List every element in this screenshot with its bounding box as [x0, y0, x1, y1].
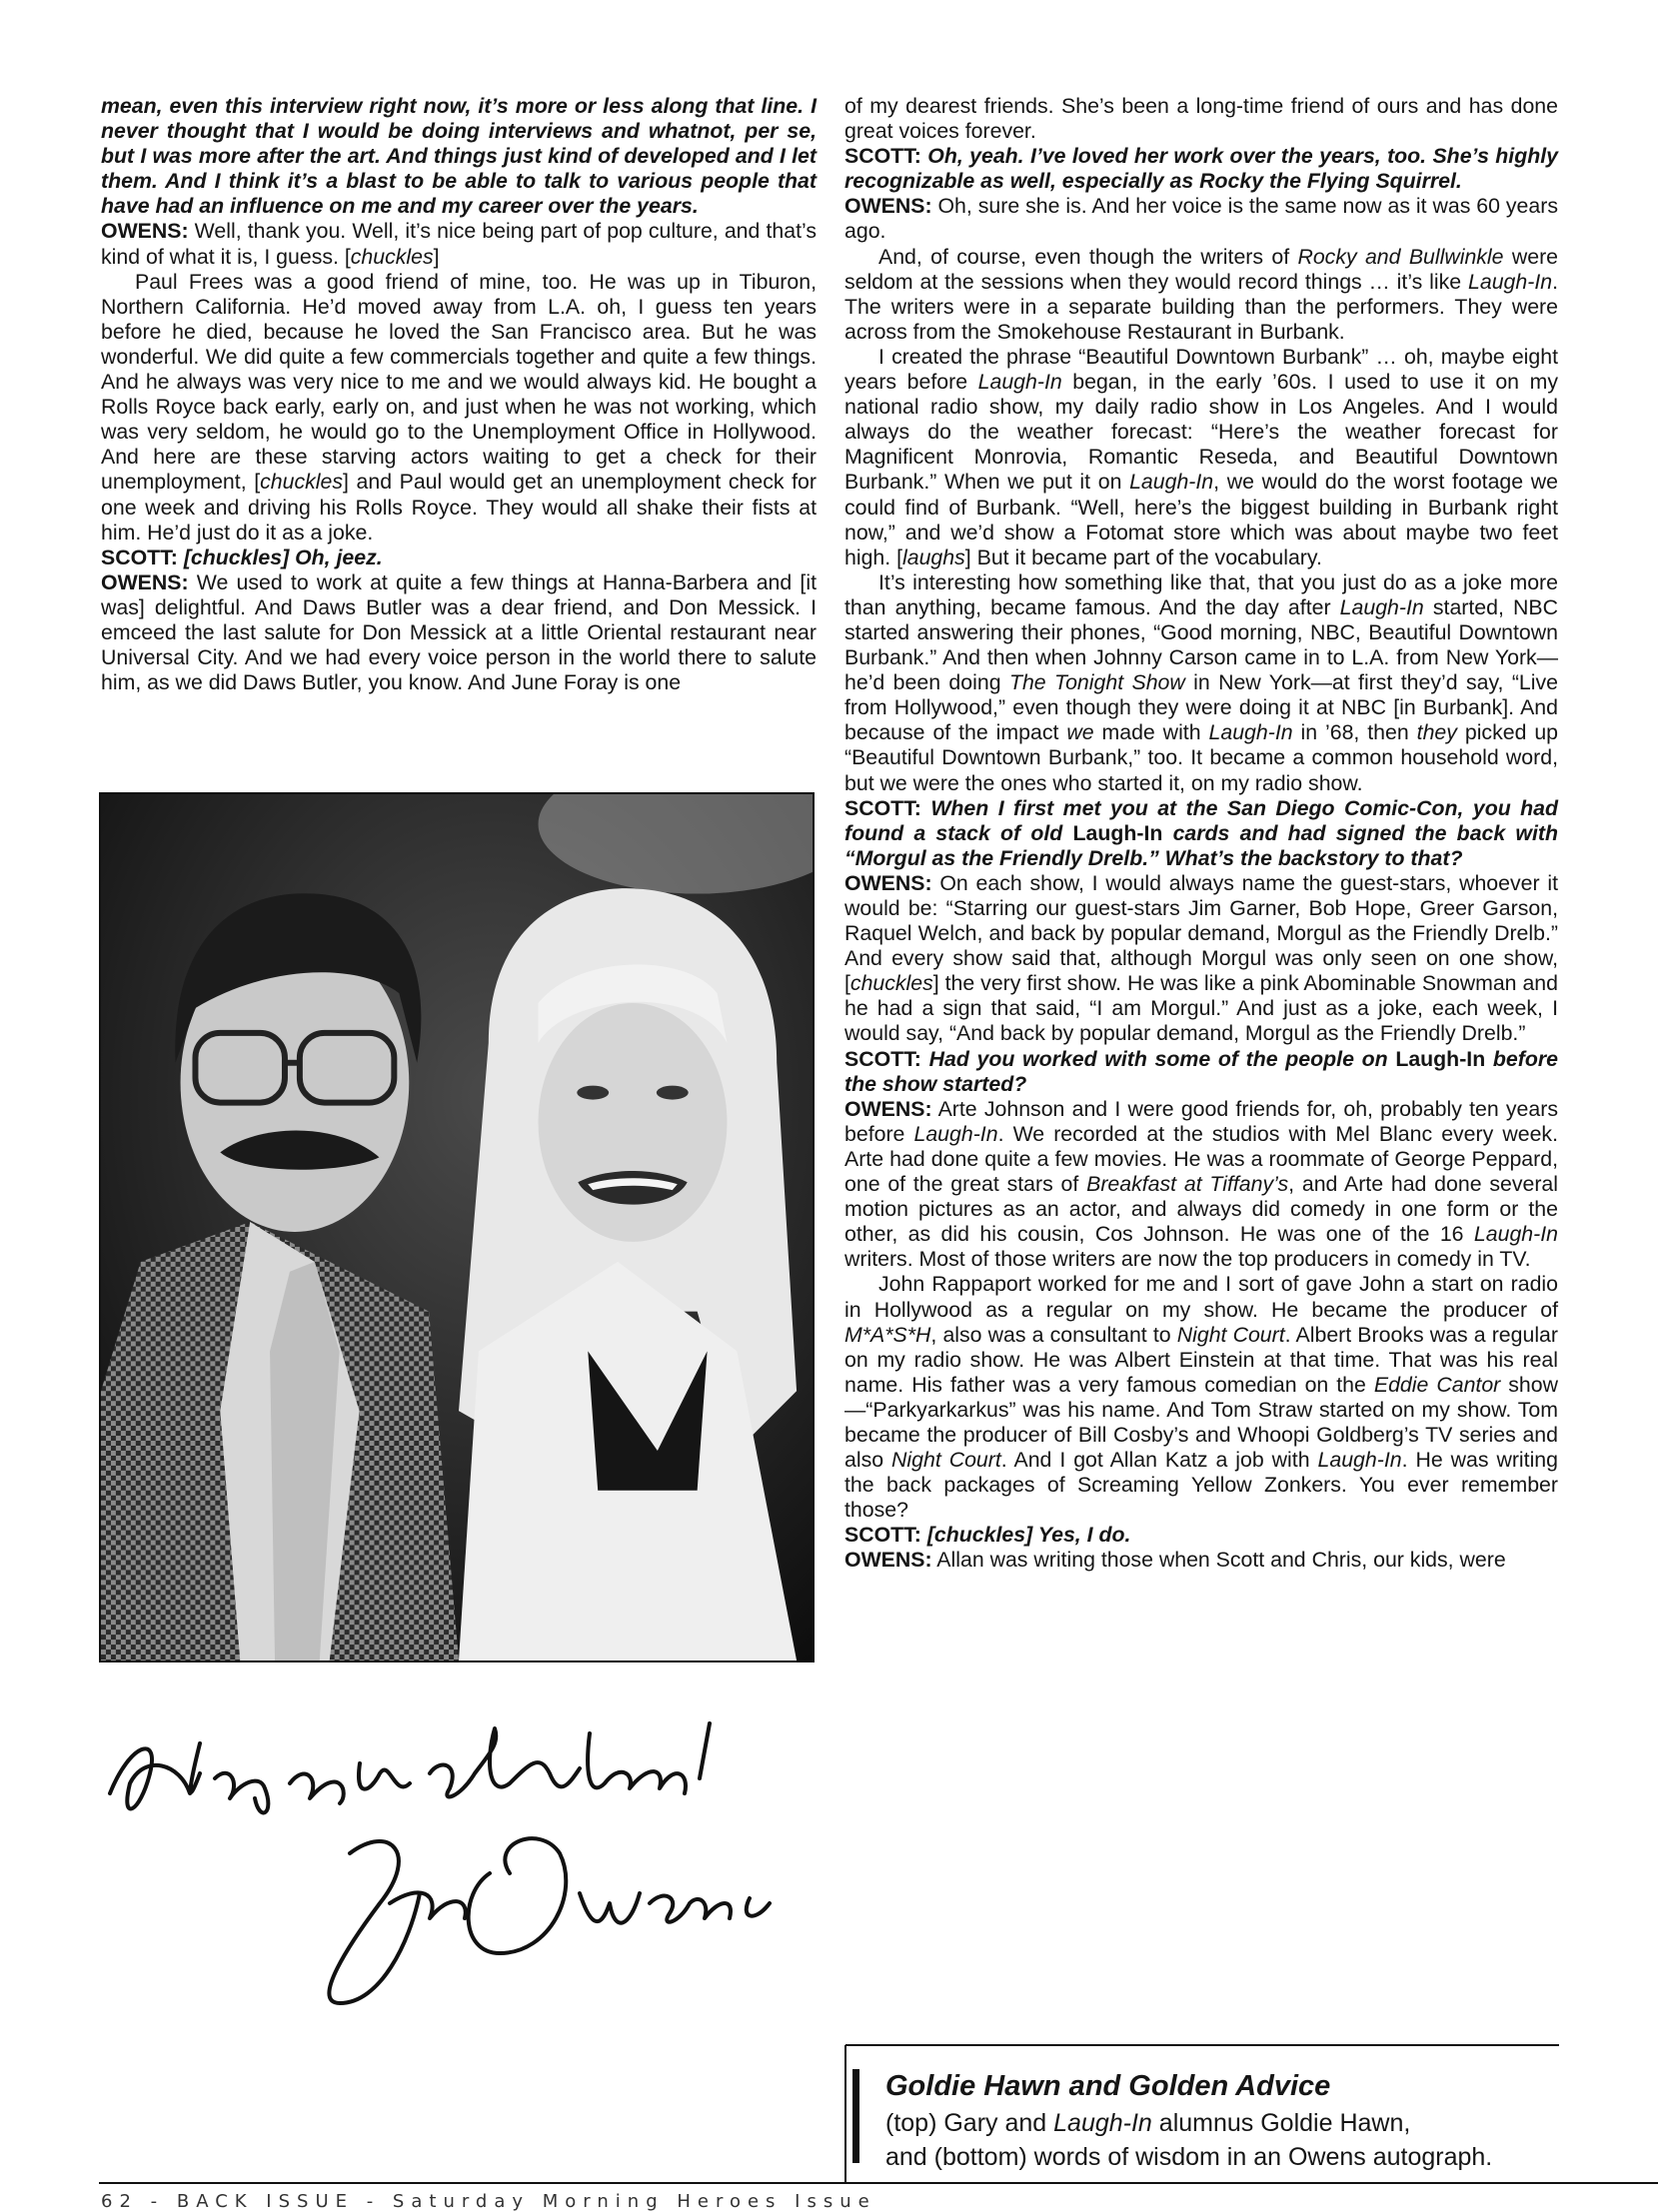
speaker-label: OWENS:: [101, 569, 189, 594]
speaker-label: SCOTT:: [844, 1046, 921, 1071]
photo-illustration: [101, 794, 813, 1660]
left-column: [101, 94, 817, 695]
answer-paragraph: John Rappaport worked for me and I sort of gave John a start on radio in Hollywood as a regular on my show. He became the producer of M*A*S*H, also was a consultant to Night Court. Albert Brooks was a regular on my radio show. He was Albert Einstein at that time. That was his real name. His father was a very famous comedian on the Eddie Cantor show—“Parkyarkarkus” was his name. And Tom Straw started on my show. Tom became the producer of Bill Cosby’s and Whoopi Goldberg’s TV series and also Night Court. And I got Allan Katz a job with Laugh-In. He was writing the back packages of Screaming Yellow Zonkers. You ever remember those?: [844, 1272, 1559, 1523]
speaker-label: OWENS:: [101, 219, 189, 244]
speaker-label: OWENS:: [844, 1548, 932, 1573]
goldie-hawn-photo: [99, 792, 815, 1662]
caption-line: and (bottom) words of wisdom in an Owens autograph.: [885, 2143, 1493, 2171]
owens-autograph: [90, 1703, 829, 2023]
speaker-label: SCOTT:: [844, 795, 921, 820]
caption-top-rule: [845, 2044, 1559, 2046]
speaker-label: OWENS:: [844, 1096, 932, 1121]
answer-paragraph: It’s interesting how something like that, that you just do as a joke more than anything, became famous. And the day after Laugh-In started, NBC started answering their phones, “Good morning, NBC, Beautiful Downtown Burbank.” And then when Johnny Carson came in to L.A. from New York—he’d been doing The Tonight Show in New York—at first they’d say, “Live from Hollywood,” even though they were doing it at NBC [in Burbank]. And because of the impact we made with Laugh-In in ’68, then they picked up “Beautiful Downtown Burbank,” too. It became a common household word, but we were the ones who started it, on my radio show.: [844, 569, 1559, 795]
footer-rule: [99, 2182, 1658, 2184]
speaker-label: OWENS:: [844, 194, 932, 219]
question-paragraph: SCOTT: Oh, yeah. I’ve loved her work over the years, too. She’s highly recognizable as well, especially as Rocky the Flying Squirrel.: [844, 144, 1558, 194]
caption-line: (top) Gary and Laugh-In alumnus Goldie Hawn,: [885, 2109, 1411, 2137]
caption-divider: [844, 2045, 846, 2183]
answer-paragraph: OWENS: We used to work at quite a few things at Hanna-Barbera and [it was] delightful. And Daws Butler was a dear friend, and Don Messick. I emceed the last salute for Don Messick at a little Oriental restaurant near Universal City. And we had every voice person in the world there to salute him, as we did Daws Butler, you know. And June Foray is one: [101, 569, 817, 695]
caption-accent-bar: [852, 2069, 859, 2163]
answer-paragraph: OWENS: Oh, sure she is. And her voice is the same now as it was 60 years ago.: [844, 194, 1558, 244]
speaker-label: SCOTT:: [844, 1523, 921, 1548]
page-footer: 62 - BACK ISSUE - Saturday Morning Heroes Issue: [101, 2191, 876, 2212]
answer-paragraph: OWENS: On each show, I would always name the guest-stars, whoever it would be: “Starring our guest-stars Jim Garner, Bob Hope, Greer Garson, Raquel Welch, and back by popular demand, Morgul as the Friendly Drelb.” And every show said that, although Morgul was only seen on one show, [chuckles] the very first show. He was like a pink Abominable Snowman and he had a sign that said, “I am Morgul.” And just as a joke, each week, I would say, “And back by popular demand, Morgul as the Friendly Drelb.”: [844, 870, 1558, 1046]
speaker-label: OWENS:: [844, 870, 932, 895]
question-paragraph: SCOTT: [chuckles] Oh, jeez.: [101, 545, 383, 569]
answer-paragraph: OWENS: Well, thank you. Well, it’s nice being part of pop culture, and that’s kind of what it is, I guess. [chuckles]: [101, 219, 817, 269]
answer-paragraph: OWENS: Arte Johnson and I were good friends for, oh, probably ten years before Laugh-In. We recorded at the studios with Mel Blanc every week. Arte had done quite a few movies. He was a roommate of George Peppard, one of the great stars of Breakfast at Tiffany’s, and Arte had done several motion pictures as an actor, and always did comedy in one form or the other, as did his cousin, Cos Johnson. He was one of the 16 Laugh-In writers. Most of those writers are now the top producers in comedy in TV.: [844, 1096, 1558, 1272]
answer-paragraph: Paul Frees was a good friend of mine, too. He was up in Tiburon, Northern California. He’d moved away from L.A. oh, I guess ten years before he died, because he loved the San Francisco area. But he was wonderful. We did quite a few commercials together and quite a few things. And he always was very nice to me and we would always kid. He bought a Rolls Royce back early, early on, and just when he was not working, which was very seldom, he would go to the Unemployment Office in Hollywood. And here are these starving actors waiting to get a check for their unemployment, [chuckles] and Paul would get an unemployment check for one week and driving his Rolls Royce. They would all shake their fists at him. He’d just do it as a joke.: [101, 269, 817, 545]
right-column: [844, 94, 1558, 1574]
answer-paragraph: I created the phrase “Beautiful Downtown Burbank” … oh, maybe eight years before Laugh-In began, in the early ’60s. I used to use it on my national radio show, my daily radio show in Los Angeles. And I would always do the weather forecast: “Here’s the weather forecast for Magnificent Monrovia, Romantic Reseda, and Beautiful Downtown Burbank.” When we put it on Laugh-In, we would do the worst footage we could find of Burbank. “Well, here’s the biggest building in Burbank right now,” and we’d show a Fotomat store which was about maybe two feet high. [laughs] But it became part of the vocabulary.: [844, 344, 1558, 569]
caption-title: Goldie Hawn and Golden Advice: [885, 2070, 1331, 2102]
speaker-label: SCOTT:: [101, 545, 178, 569]
autograph-signature: [90, 1703, 829, 2023]
question-paragraph: SCOTT: Had you worked with some of the people on Laugh-In before the show started?: [844, 1046, 1558, 1096]
answer-paragraph: And, of course, even though the writers of Rocky and Bullwinkle were seldom at the sessions when they would record things … it’s like Laugh-In. The writers were in a separate building than the performers. They were across from the Smokehouse Restaurant in Burbank.: [844, 244, 1559, 344]
question-paragraph: SCOTT: [chuckles] Yes, I do.: [844, 1523, 1131, 1548]
speaker-label: SCOTT:: [844, 144, 921, 169]
answer-paragraph: OWENS: Allan was writing those when Scott and Chris, our kids, were: [844, 1548, 1506, 1573]
question-paragraph: SCOTT: When I first met you at the San Diego Comic-Con, you had found a stack of old Laugh-In cards and had signed the back with “Morgul as the Friendly Drelb.” What’s the backstory to that?: [844, 795, 1559, 870]
question-text: mean, even this interview right now, it’s more or less along that line. I never thought that I would be doing interviews and whatnot, per se, but I was more after the art. And things just kind of developed and I let them. And I think it’s a blast to be able to talk to various people that have had an influence on me and my career over the years.: [101, 94, 817, 219]
answer-paragraph: of my dearest friends. She’s been a long-time friend of ours and has done great voices forever.: [844, 94, 1558, 144]
